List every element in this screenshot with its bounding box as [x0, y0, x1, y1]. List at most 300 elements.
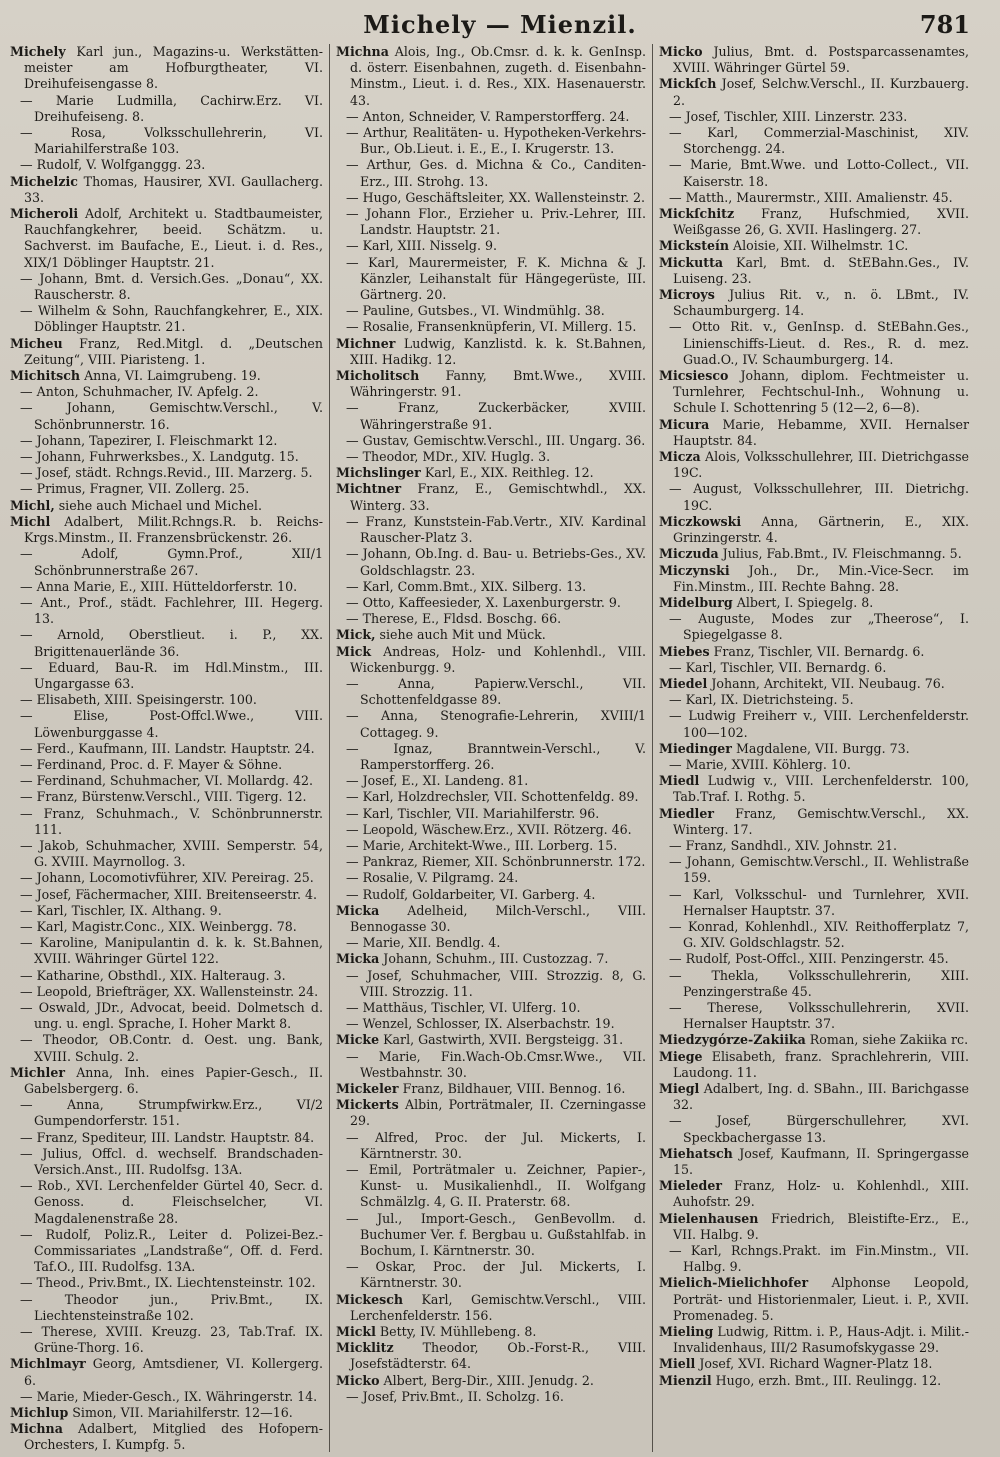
entry-text: Karl, Volksschul- und Turnlehrer, XVII. Hernalser Hauptstr. 37.	[683, 886, 969, 918]
directory-entry	[336, 1032, 646, 1048]
ditto-dash	[346, 708, 381, 723]
entry-text: Leopold, Briefträger, XX. Wallensteinstr. 24.	[36, 983, 319, 999]
ditto-dash	[346, 741, 393, 756]
page-header	[0, 10, 1000, 42]
entry-text: Aloisie, XII. Wilhelmstr. 1C.	[728, 238, 909, 254]
surname-heading: Michlmayr	[10, 1356, 86, 1372]
directory-entry	[10, 546, 323, 578]
directory-entry	[10, 93, 323, 125]
entry-text: Josef, Fächermacher, XIII. Breitenseerstr. 4.	[36, 886, 317, 902]
ditto-dash	[20, 1032, 43, 1047]
surname-heading: Miedl	[659, 773, 700, 789]
ditto-dash	[346, 1000, 363, 1015]
directory-entry	[659, 190, 969, 206]
directory-entry	[10, 1324, 323, 1356]
directory-entry	[10, 789, 323, 805]
entry-text: Adalbert, Mitglied des Hofopern-Orchesters, I. Kumpfg. 5.	[24, 1421, 323, 1452]
entry-text: Karl, Tischler, IX. Althang. 9.	[36, 902, 222, 918]
entry-text: Elise, Post-Offcl.Wwe., VIII. Löwenburggasse 4.	[34, 708, 323, 740]
ditto-dash	[20, 384, 37, 399]
directory-entry	[336, 400, 646, 432]
surname-heading: Micko	[659, 44, 703, 59]
directory-entry	[336, 1259, 646, 1291]
entry-text: Johann, Bmt. d. Versich.Ges. „Donau“, XX. Rauscherstr. 8.	[34, 270, 323, 303]
ditto-dash	[20, 595, 40, 610]
ditto-dash	[346, 546, 363, 561]
directory-entry	[336, 579, 646, 595]
surname-heading: Micko	[336, 1372, 380, 1388]
entry-text: siehe auch Michael und Michel.	[54, 497, 262, 513]
surname-heading: Micke	[336, 1032, 380, 1048]
surname-heading: Mickl	[336, 1324, 376, 1340]
directory-entry	[10, 465, 323, 481]
surname-heading: Michslinger	[336, 465, 421, 481]
ditto-dash	[20, 660, 48, 675]
ditto-dash	[346, 206, 366, 221]
entry-text: Josef, E., XI. Landeng. 81.	[362, 773, 529, 789]
entry-text: Ferd., Kaufmann, III. Landstr. Hauptstr. 24.	[36, 740, 315, 756]
entry-text: Arthur, Realitäten- u. Hypotheken-Verkehrs-Bur., Ob.Lieut. i. E., E., I. Krugerstr. 13.	[360, 125, 646, 157]
entry-text: Leopold, Wäschew.Erz., XVII. Rötzerg. 46.	[362, 821, 632, 837]
ditto-dash	[20, 757, 37, 772]
entry-text: Pankraz, Riemer, XII. Schönbrunnerstr. 172.	[362, 854, 646, 870]
entry-text: Karl jun., Magazins-u. Werkstätten-meister am Hofburgtheater, VI. Dreihufeisengasse 8.	[24, 44, 323, 92]
entry-text: Konrad, Kohlenhdl., XIV. Reithofferplatz 7, G. XIV. Goldschlagstr. 52.	[683, 918, 969, 951]
entry-text: Theodor, MDr., XIV. Huglg. 3.	[362, 449, 551, 465]
surname-heading: Michl,	[10, 497, 55, 513]
entry-text: Karl, Rchngs.Prakt. im Fin.Minstm., VII. Halbg. 9.	[683, 1243, 969, 1275]
entry-text: Julius, Fab.Bmt., IV. Fleischmanng. 5.	[718, 546, 962, 562]
directory-entry	[659, 692, 969, 708]
entry-text: Karl, Tischler, VII. Bernardg. 6.	[685, 659, 887, 675]
directory-entry	[10, 1178, 323, 1227]
ditto-dash	[20, 741, 37, 756]
directory-entry	[659, 1178, 969, 1210]
ditto-dash	[20, 1275, 37, 1290]
entry-text: Johann, Gemischtw.Verschl., V. Schönbrunnerstr. 16.	[34, 400, 323, 432]
ditto-dash	[20, 400, 67, 415]
ditto-dash	[346, 935, 363, 950]
directory-entry	[336, 1324, 646, 1340]
directory-entry	[10, 757, 323, 773]
directory-entry	[10, 708, 323, 740]
ditto-dash	[20, 271, 39, 286]
surname-heading: Micka	[336, 902, 380, 918]
directory-entry	[659, 238, 969, 254]
ditto-dash	[20, 935, 39, 950]
entry-text: Gustav, Gemischtw.Verschl., III. Ungarg. 36.	[362, 432, 646, 448]
directory-entry	[336, 1049, 646, 1081]
directory-entry	[10, 1146, 323, 1178]
entry-text: Matth., Maurermstr., XIII. Amalienstr. 45.	[685, 189, 953, 205]
entry-text: Ludwig, Rittm. i. P., Haus-Adjt. i. Milit.-Invalidenhaus, III/2 Rasumofskygasse 29.	[673, 1324, 969, 1356]
directory-entry	[10, 1097, 323, 1129]
directory-entry	[336, 1081, 646, 1097]
directory-entry	[336, 206, 646, 238]
entry-text: Albin, Porträtmaler, II. Czerningasse 29.	[350, 1097, 646, 1129]
directory-entry	[10, 773, 323, 789]
surname-heading: Miebes	[659, 643, 710, 659]
directory-entry	[336, 125, 646, 157]
entry-text: siehe auch Mit und Mück.	[375, 627, 546, 643]
directory-entry	[659, 1113, 969, 1145]
directory-entry	[336, 368, 646, 400]
entry-text: Albert, I. Spiegelg. 8.	[732, 594, 874, 610]
surname-heading: Miege	[659, 1048, 703, 1064]
ditto-dash	[669, 692, 686, 707]
ditto-dash	[346, 806, 363, 821]
surname-heading: Micura	[659, 416, 710, 432]
ditto-dash	[20, 93, 56, 108]
ditto-dash	[346, 1389, 363, 1404]
directory-entry	[659, 854, 969, 886]
surname-heading: Michtner	[336, 481, 402, 497]
ditto-dash	[346, 157, 367, 172]
column-right	[652, 44, 975, 1452]
entry-text: Wenzel, Schlosser, IX. Alserbachstr. 19.	[362, 1016, 615, 1032]
entry-text: Josef, Bürgerschullehrer, XVI. Speckbachergasse 13.	[683, 1113, 969, 1145]
entry-text: Karl, E., XIX. Reithleg. 12.	[420, 465, 594, 481]
directory-entry	[336, 595, 646, 611]
directory-entry	[659, 1324, 969, 1356]
entry-text: Ferdinand, Schuhmacher, VI. Mollardg. 42.	[36, 773, 314, 789]
directory-entry	[336, 1130, 646, 1162]
directory-entry	[10, 368, 323, 384]
directory-entry	[659, 255, 969, 287]
entry-text: Betty, IV. Mühllebeng. 8.	[375, 1324, 537, 1340]
surname-heading: Mielenhausen	[659, 1210, 759, 1226]
directory-entry	[336, 627, 646, 643]
page-number: 781	[919, 10, 970, 39]
ditto-dash	[346, 303, 363, 318]
surname-heading: Micheroli	[10, 206, 79, 222]
directory-entry	[336, 1162, 646, 1211]
entry-text: Ludwig v., VIII. Lerchenfelderstr. 100, Tab.Traf. I. Rothg. 5.	[673, 773, 969, 805]
surname-heading: Michely	[10, 44, 66, 59]
columns	[6, 44, 994, 1452]
ditto-dash	[20, 1097, 67, 1112]
surname-heading: Micholitsch	[336, 368, 420, 384]
directory-entry	[336, 968, 646, 1000]
entry-text: Theodor, OB.Contr. d. Oest. ung. Bank, XVIII. Schulg. 2.	[34, 1032, 323, 1064]
entry-text: Franz, Spediteur, III. Landstr. Hauptstr. 84.	[36, 1129, 315, 1145]
directory-entry	[10, 303, 323, 335]
directory-entry	[659, 1211, 969, 1243]
ditto-dash	[20, 789, 37, 804]
ditto-dash	[20, 481, 37, 496]
directory-entry	[10, 449, 323, 465]
entry-text: Karl, Holzdrechsler, VII. Schottenfeldg. 89.	[362, 789, 639, 805]
directory-entry	[10, 870, 323, 886]
entry-text: Franz, Tischler, VII. Bernardg. 6.	[709, 643, 925, 659]
directory-entry	[336, 935, 646, 951]
directory-entry	[659, 125, 969, 157]
entry-text: Theodor jun., Priv.Bmt., IX. Liechtensteinstraße 102.	[34, 1291, 323, 1323]
entry-text: Johann, Ob.Ing. d. Bau- u. Betriebs-Ges., XV. Goldschlagstr. 23.	[360, 546, 646, 578]
entry-text: Wilhelm & Sohn, Rauchfangkehrer, E., XIX. Döblinger Hauptstr. 21.	[34, 303, 323, 335]
entry-text: Rosalie, Fransenknüpferin, VI. Millerg. 15.	[362, 319, 637, 335]
ditto-dash	[20, 968, 37, 983]
entry-text: Adelheid, Milch-Verschl., VIII. Bennogasse 30.	[350, 902, 646, 934]
entry-text: Marie, Architekt-Wwe., III. Lorberg. 15.	[362, 837, 618, 853]
directory-entry	[10, 1275, 323, 1291]
surname-heading: Micza	[659, 449, 701, 465]
directory-entry	[659, 644, 969, 660]
directory-entry	[10, 514, 323, 546]
entry-text: Johann Flor., Erzieher u. Priv.-Lehrer, III. Landstr. Hauptstr. 21.	[360, 206, 646, 238]
directory-entry	[336, 951, 646, 967]
entry-text: Marie, Fin.Wach-Ob.Cmsr.Wwe., VII. Westbahnstr. 30.	[360, 1048, 646, 1080]
entry-text: Otto Rit. v., GenInsp. d. StEBahn.Ges., Linienschiffs-Lieut. d. Res., R. d. mez. Guad.O., IV. Schaumburgerg. 14.	[683, 319, 969, 367]
entry-text: Alois, Volksschullehrer, III. Dietrichgasse 19C.	[673, 449, 969, 481]
directory-entry	[659, 417, 969, 449]
directory-entry	[10, 1356, 323, 1388]
surname-heading: Micka	[336, 951, 380, 967]
ditto-dash	[346, 1130, 375, 1145]
entry-text: Josef, Schuhmacher, VIII. Strozzig. 8, G. VIII. Strozzig. 11.	[360, 967, 646, 999]
entry-text: Rudolf, V. Wolfganggg. 23.	[36, 157, 206, 173]
entry-text: Franz, Gemischtw.Verschl., XX. Winterg. 17.	[673, 805, 969, 837]
entry-text: Ludwig Freiherr v., VIII. Lerchenfelderstr. 100—102.	[683, 708, 969, 740]
directory-entry	[336, 854, 646, 870]
directory-entry	[336, 708, 646, 740]
surname-heading: Miczynski	[659, 562, 730, 578]
surname-heading: Mick,	[336, 627, 376, 643]
ditto-dash	[346, 1016, 363, 1031]
surname-heading: Michner	[336, 335, 396, 351]
entry-text: Julius, Offcl. d. wechself. Brandschaden-Versich.Anst., III. Rudolfsg. 13A.	[34, 1145, 323, 1178]
directory-entry	[336, 1340, 646, 1372]
ditto-dash	[669, 1000, 707, 1015]
directory-entry	[336, 433, 646, 449]
entry-text: Josef, Kaufmann, II. Springergasse 15.	[673, 1145, 969, 1178]
entry-text: Julius Rit. v., n. ö. LBmt., IV. Schaumburgerg. 14.	[673, 287, 969, 319]
directory-entry	[10, 1421, 323, 1452]
ditto-dash	[20, 579, 37, 594]
surname-heading: Miell	[659, 1356, 696, 1372]
directory-entry	[336, 789, 646, 805]
entry-text: Hugo, Geschäftsleiter, XX. Wallensteinstr. 2.	[362, 189, 646, 205]
entry-text: Rudolf, Poliz.R., Leiter d. Polizei-Bez.-Commissariates „Landstraße“, Off. d. Ferd. Taf.O., III. Rudolfsg. 13A.	[34, 1226, 323, 1275]
entry-text: Marie, XVIII. Köhlerg. 10.	[685, 756, 851, 772]
directory-entry	[336, 449, 646, 465]
ditto-dash	[346, 1211, 377, 1226]
directory-entry	[10, 1405, 323, 1421]
surname-heading: Michlup	[10, 1405, 69, 1421]
surname-heading: Miczuda	[659, 546, 719, 562]
directory-entry	[659, 741, 969, 757]
entry-text: Johann, Tapezirer, I. Fleischmarkt 12.	[36, 432, 278, 448]
directory-entry	[10, 384, 323, 400]
directory-entry	[336, 336, 646, 368]
entry-text: Oskar, Proc. der Jul. Mickerts, I. Kärntnerstr. 30.	[360, 1259, 646, 1291]
ditto-dash	[20, 449, 37, 464]
directory-entry	[10, 919, 323, 935]
surname-heading: Miedzygórze-Zakiika	[659, 1032, 806, 1048]
entry-text: Therese, Volksschullehrerin, XVII. Hernalser Hauptstr. 37.	[683, 999, 969, 1032]
entry-text: Matthäus, Tischler, VI. Ulferg. 10.	[362, 999, 581, 1015]
surname-heading: Mieling	[659, 1324, 714, 1340]
entry-text: Fanny, Bmt.Wwe., XVIII. Währingerstr. 91.	[350, 368, 646, 400]
entry-text: Elisabeth, XIII. Speisingerstr. 100.	[36, 692, 257, 708]
entry-text: Jakob, Schuhmacher, XVIII. Semperstr. 54, G. XVIII. Mayrnollog. 3.	[34, 837, 323, 870]
entry-text: Adalbert, Milit.Rchngs.R. b. Reichs-Krgs.Minstm., II. Franzensbrückenstr. 26.	[24, 513, 323, 546]
entry-text: Josef, Tischler, XIII. Linzerstr. 233.	[685, 108, 908, 124]
entry-text: Ferdinand, Proc. d. F. Mayer & Söhne.	[36, 756, 283, 772]
directory-entry	[10, 838, 323, 870]
directory-entry	[10, 984, 323, 1000]
surname-heading: Michitsch	[10, 368, 81, 384]
directory-entry	[336, 1211, 646, 1260]
entry-text: Johann, diplom. Fechtmeister u. Turnlehrer, Fechtschul-Inh., Wohnung u. Schule I. Schottenring 5 (12—2, 6—8).	[673, 368, 969, 416]
ditto-dash	[20, 773, 37, 788]
ditto-dash	[669, 1243, 691, 1258]
ditto-dash	[20, 870, 37, 885]
ditto-dash	[346, 968, 367, 983]
directory-entry	[336, 481, 646, 513]
ditto-dash	[669, 109, 686, 124]
ditto-dash	[346, 319, 363, 334]
ditto-dash	[346, 676, 398, 691]
ditto-dash	[20, 692, 37, 707]
column-left	[6, 44, 329, 1452]
ditto-dash	[346, 449, 363, 464]
surname-heading: Mickſchitz	[659, 206, 735, 222]
directory-entry	[659, 838, 969, 854]
ditto-dash	[669, 611, 698, 626]
ditto-dash	[20, 546, 82, 561]
surname-heading: Michna	[336, 44, 389, 59]
directory-entry	[10, 174, 323, 206]
directory-entry	[659, 449, 969, 481]
surname-heading: Mickerts	[336, 1097, 399, 1113]
entry-text: Hugo, erzh. Bmt., III. Reulingg. 12.	[711, 1372, 942, 1388]
entry-text: Franz, Bildhauer, VIII. Bennog. 16.	[398, 1081, 626, 1096]
directory-entry	[336, 887, 646, 903]
directory-entry	[336, 109, 646, 125]
entry-text: Therese, E., Fldsd. Boschg. 66.	[362, 611, 562, 627]
directory-entry	[659, 563, 969, 595]
entry-text: Auguste, Modes zur „Theerose“, I. Spiegelgasse 8.	[683, 611, 969, 643]
ditto-dash	[346, 838, 363, 853]
ditto-dash	[346, 1049, 379, 1064]
directory-entry	[336, 676, 646, 708]
entry-text: Franz, Bürstenw.Verschl., VIII. Tigerg. 12.	[36, 789, 307, 805]
directory-entry	[10, 498, 323, 514]
directory-entry	[659, 481, 969, 513]
column-middle	[329, 44, 652, 1452]
entry-text: Anna, Papierw.Verschl., VII. Schottenfeldgasse 89.	[360, 675, 646, 708]
directory-entry	[659, 44, 969, 76]
entry-text: Johann, Gemischtw.Verschl., II. Wehlistraße 159.	[683, 854, 969, 886]
ditto-dash	[20, 1389, 37, 1404]
directory-entry	[659, 368, 969, 417]
directory-entry	[336, 1292, 646, 1324]
directory-entry	[336, 1016, 646, 1032]
directory-entry	[10, 1389, 323, 1405]
directory-entry	[336, 255, 646, 304]
directory-entry	[10, 400, 323, 432]
ditto-dash	[669, 157, 690, 172]
entry-text: Josef, städt. Rchngs.Revid., III. Marzerg. 5.	[36, 465, 313, 481]
ditto-dash	[669, 919, 688, 934]
entry-text: Marie Ludmilla, Cachirw.Erz. VI. Dreihufeiseng. 8.	[34, 92, 323, 124]
surname-heading: Michler	[10, 1064, 65, 1080]
entry-text: Karl, Tischler, VII. Mariahilferstr. 96.	[362, 805, 600, 821]
directory-entry	[659, 757, 969, 773]
surname-heading: Micheu	[10, 335, 63, 351]
entry-text: Franz, E., Gemischtwhdl., XX. Winterg. 33.	[350, 481, 646, 513]
ditto-dash	[669, 319, 692, 334]
entry-text: Rudolf, Post-Offcl., XIII. Penzingerstr. 45.	[685, 951, 949, 967]
entry-text: Ignaz, Branntwein-Verschl., V. Ramperstorfferg. 26.	[360, 740, 646, 772]
surname-heading: Micklitz	[336, 1340, 394, 1356]
directory-entry	[10, 887, 323, 903]
entry-text: Therese, XVIII. Kreuzg. 23, Tab.Traf. IX. Grüne-Thorg. 16.	[34, 1324, 323, 1356]
directory-entry	[659, 708, 969, 740]
ditto-dash	[20, 903, 37, 918]
entry-text: Karl, Magistr.Conc., XIX. Weinbergg. 78.	[36, 918, 297, 934]
entry-text: Albert, Berg-Dir., XIII. Jenudg. 2.	[379, 1372, 594, 1388]
directory-entry	[659, 514, 969, 546]
running-title: Michely — Mienzil.	[363, 10, 637, 39]
directory-entry	[336, 44, 646, 109]
ditto-dash	[20, 708, 73, 723]
directory-entry	[336, 773, 646, 789]
directory-entry	[10, 271, 323, 303]
directory-entry	[336, 546, 646, 578]
directory-entry	[336, 611, 646, 627]
entry-text: Jul., Import-Gesch., GenBevollm. d. Buchumer Ver. f. Bergbau u. Gußstahlfab. in Bochum, I. Kärntnerstr. 30.	[360, 1210, 646, 1259]
ditto-dash	[346, 400, 398, 415]
entry-text: Marie, Mieder-Gesch., IX. Währingerstr. 14.	[36, 1388, 318, 1404]
ditto-dash	[346, 1259, 376, 1274]
ditto-dash	[346, 579, 363, 594]
ditto-dash	[669, 887, 693, 902]
ditto-dash	[20, 433, 37, 448]
directory-entry	[659, 206, 969, 238]
ditto-dash	[20, 1000, 39, 1015]
entry-text: Julius, Bmt. d. Postsparcassenamtes, XVIII. Währinger Gürtel 59.	[673, 44, 969, 76]
entry-text: Marie, XII. Bendlg. 4.	[362, 935, 501, 951]
directory-entry	[659, 287, 969, 319]
surname-heading: Mickutta	[659, 254, 724, 270]
directory-entry	[336, 157, 646, 189]
ditto-dash	[20, 1130, 37, 1145]
directory-entry	[10, 1130, 323, 1146]
directory-entry	[336, 1000, 646, 1016]
surname-heading: Midelburg	[659, 594, 733, 610]
entry-text: Otto, Kaffeesieder, X. Laxenburgerstr. 9.	[362, 594, 621, 610]
directory-entry	[10, 1292, 323, 1324]
entry-text: Ludwig, Kanzlistd. k. k. St.Bahnen, XIII. Hadikg. 12.	[350, 335, 646, 367]
directory-entry	[10, 579, 323, 595]
directory-entry	[659, 806, 969, 838]
ditto-dash	[669, 481, 693, 496]
surname-heading: Miczkowski	[659, 513, 742, 529]
entry-text: Arthur, Ges. d. Michna & Co., Canditen-Erz., III. Strohg. 13.	[360, 157, 646, 189]
directory-entry	[659, 1356, 969, 1372]
directory-entry	[659, 157, 969, 189]
directory-entry	[336, 903, 646, 935]
entry-text: Franz, Kunststein-Fab.Vertr., XIV. Kardinal Rauscher-Platz 3.	[360, 513, 646, 546]
ditto-dash	[346, 595, 363, 610]
entry-text: Karl, Gemischtw.Verschl., VIII. Lerchenfelderstr. 156.	[350, 1291, 646, 1323]
entry-text: Oswald, JDr., Advocat, beeid. Dolmetsch d. ung. u. engl. Sprache, I. Hoher Markt 8.	[34, 999, 323, 1032]
directory-entry	[10, 627, 323, 659]
ditto-dash	[20, 919, 37, 934]
ditto-dash	[669, 190, 686, 205]
